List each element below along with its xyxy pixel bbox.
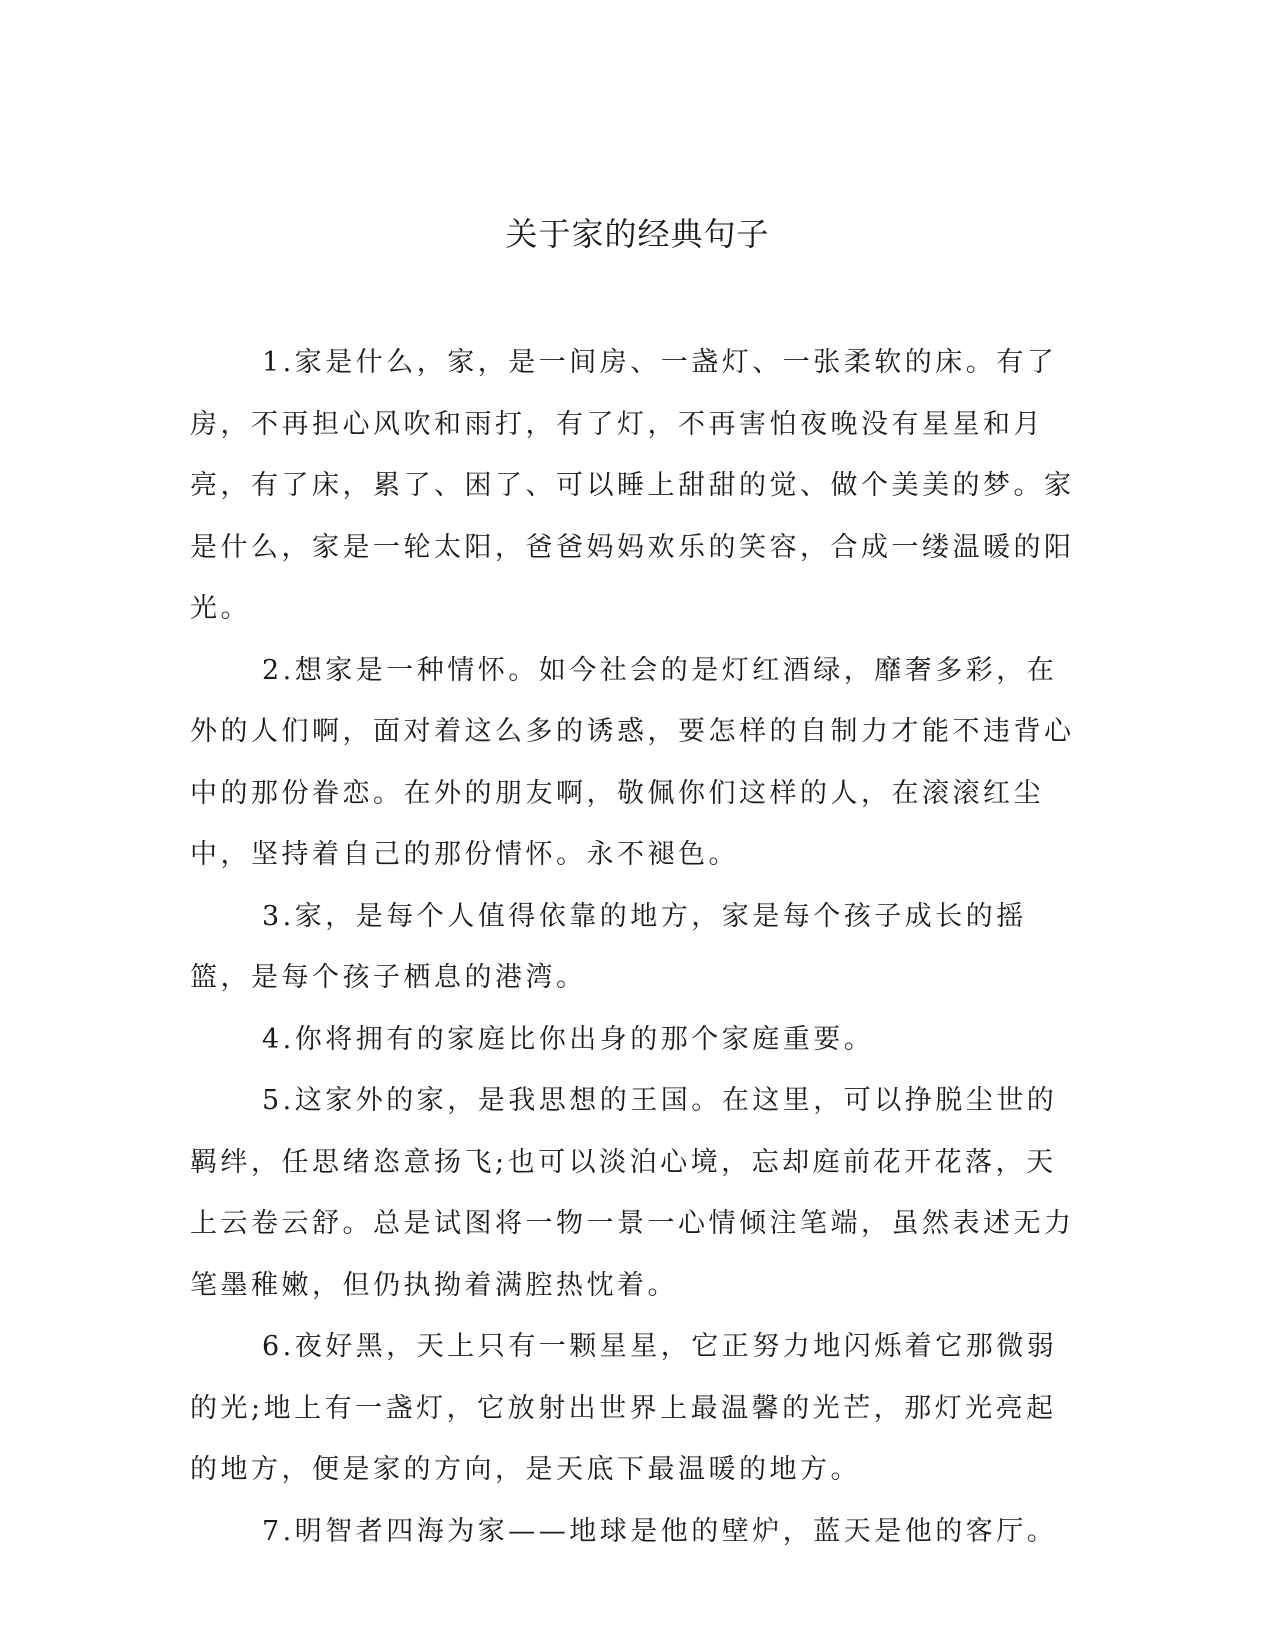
paragraph-6: 6.夜好黑，天上只有一颗星星，它正努力地闪烁着它那微弱的光;地上有一盏灯，它放射出世界上最温馨的光芒，那灯光亮起的地方，便是家的方向，是天底下最温暖的地方。 — [190, 1331, 1058, 1485]
document-title: 关于家的经典句子 — [505, 215, 770, 253]
paragraph-4: 4.你将拥有的家庭比你出身的那个家庭重要。 — [262, 1023, 875, 1055]
paragraph-1: 1.家是什么，家，是一间房、一盏灯、一张柔软的床。有了房，不再担心风吹和雨打，有了灯，不再害怕夜晚没有星星和月亮，有了床，累了、困了、可以睡上甜甜的觉、做个美美的梦。家是什么，家是一轮太阳，爸爸妈妈欢乐的笑容，合成一缕温暖的阳光。 — [190, 347, 1075, 624]
paragraph-3: 3.家，是每个人值得依靠的地方，家是每个孩子成长的摇篮，是每个孩子栖息的港湾。 — [190, 900, 1027, 993]
document-body — [190, 332, 1085, 1562]
paragraph-2: 2.想家是一种情怀。如今社会的是灯红酒绿，靡奢多彩，在外的人们啊，面对着这么多的诱惑，要怎样的自制力才能不违背心中的那份眷恋。在外的朋友啊，敬佩你们这样的人，在滚滚红尘中，坚持着自己的那份情怀。永不褪色。 — [190, 654, 1075, 870]
paragraph-5: 5.这家外的家，是我思想的王国。在这里，可以挣脱尘世的羁绊，任思绪恣意扬飞;也可以淡泊心境，忘却庭前花开花落，天上云卷云舒。总是试图将一物一景一心情倾注笔端，虽然表述无力笔墨稚嫩，但仍执拗着满腔热忱着。 — [190, 1085, 1075, 1301]
paragraph-7: 7.明智者四海为家——地球是他的壁炉，蓝天是他的客厅。 — [262, 1515, 1058, 1547]
